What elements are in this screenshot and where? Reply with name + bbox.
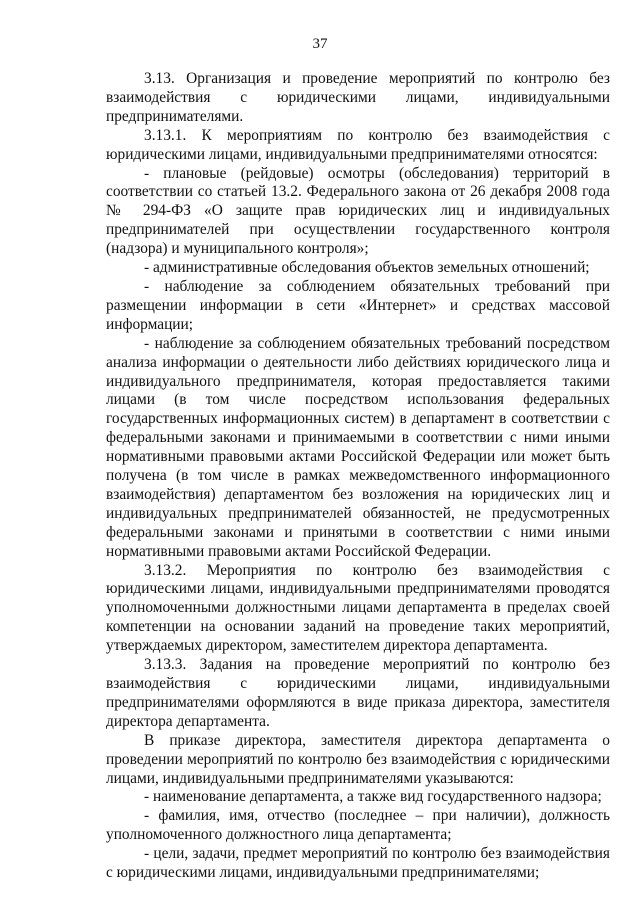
paragraph-3-13-2: 3.13.2. Мероприятия по контролю без взаимодействия с юридическими лицами, индивидуальными предпринимателями проводятся уполномоченными должностными лицами департамента в пределах своей компетенции на основании заданий на проведение таких мероприятий, утверждаемых директором, заместителем директора департамента. <box>106 561 610 655</box>
paragraph-3-13-1-intro: 3.13.1. К мероприятиям по контролю без взаимодействия с юридическими лицами, индивидуальными предпринимателями относятся: <box>106 126 610 163</box>
list-item-administrative-surveys: - административные обследования объектов земельных отношений; <box>144 259 590 277</box>
list-item-information-analysis: - наблюдение за соблюдением обязательных требований посредством анализа информации о деятельности либо действиях юридического лица и индивидуального предпринимателя, которая предоставляется такими лицами (в том числе посредством использования федеральных государственных информационных систем) в департамент в соответствии с федеральными законами и принимаемыми в соответствии с ними иными нормативными правовыми актами Российской Федерации или может быть получена (в том числе в рамках межведомственного информационного взаимодействия) департаментом без возложения на юридических лиц и индивидуальных предпринимателей обязанностей, не предусмотренных федеральными законами и принятыми в соответствии с ними иными нормативными правовыми актами Российской Федерации. <box>106 334 610 560</box>
list-item-official-name: - фамилия, имя, отчество (последнее – при наличии), должность уполномоченного должностного лица департамента; <box>106 807 610 844</box>
list-item-planned-inspections: - плановые (рейдовые) осмотры (обследования) территорий в соответствии со статьей 13.2. Федерального закона от 26 декабря 2008 года № 294-ФЗ «О защите прав юридических лиц и индивидуальных предпринимателей при осуществлении государственного контроля (надзора) и муниципального контроля»; <box>106 164 610 258</box>
paragraph-order-contents-intro: В приказе директора, заместителя директора департамента о проведении мероприятий по контролю без взаимодействия с юридическими лицами, индивидуальными предпринимателями указываются: <box>106 731 610 787</box>
list-item-internet-monitoring: - наблюдение за соблюдением обязательных требований при размещении информации в сети «Интернет» и средствах массовой информации; <box>106 277 610 333</box>
list-item-goals-tasks: - цели, задачи, предмет мероприятий по контролю без взаимодействия с юридическими лицами, индивидуальными предпринимателями; <box>106 845 610 882</box>
list-item-department-name: - наименование департамента, а также вид государственного надзора; <box>144 788 602 806</box>
paragraph-3-13-3: 3.13.3. Задания на проведение мероприятий по контролю без взаимодействия с юридическими лицами, индивидуальными предпринимателями оформляются в виде приказа директора, заместителя директора департамента. <box>106 656 610 730</box>
paragraph-section-3-13-heading: 3.13. Организация и проведение мероприятий по контролю без взаимодействия с юридическими лицами, индивидуальными предпринимателями. <box>106 70 610 125</box>
document-body <box>106 70 610 883</box>
page-number: 37 <box>312 36 328 52</box>
